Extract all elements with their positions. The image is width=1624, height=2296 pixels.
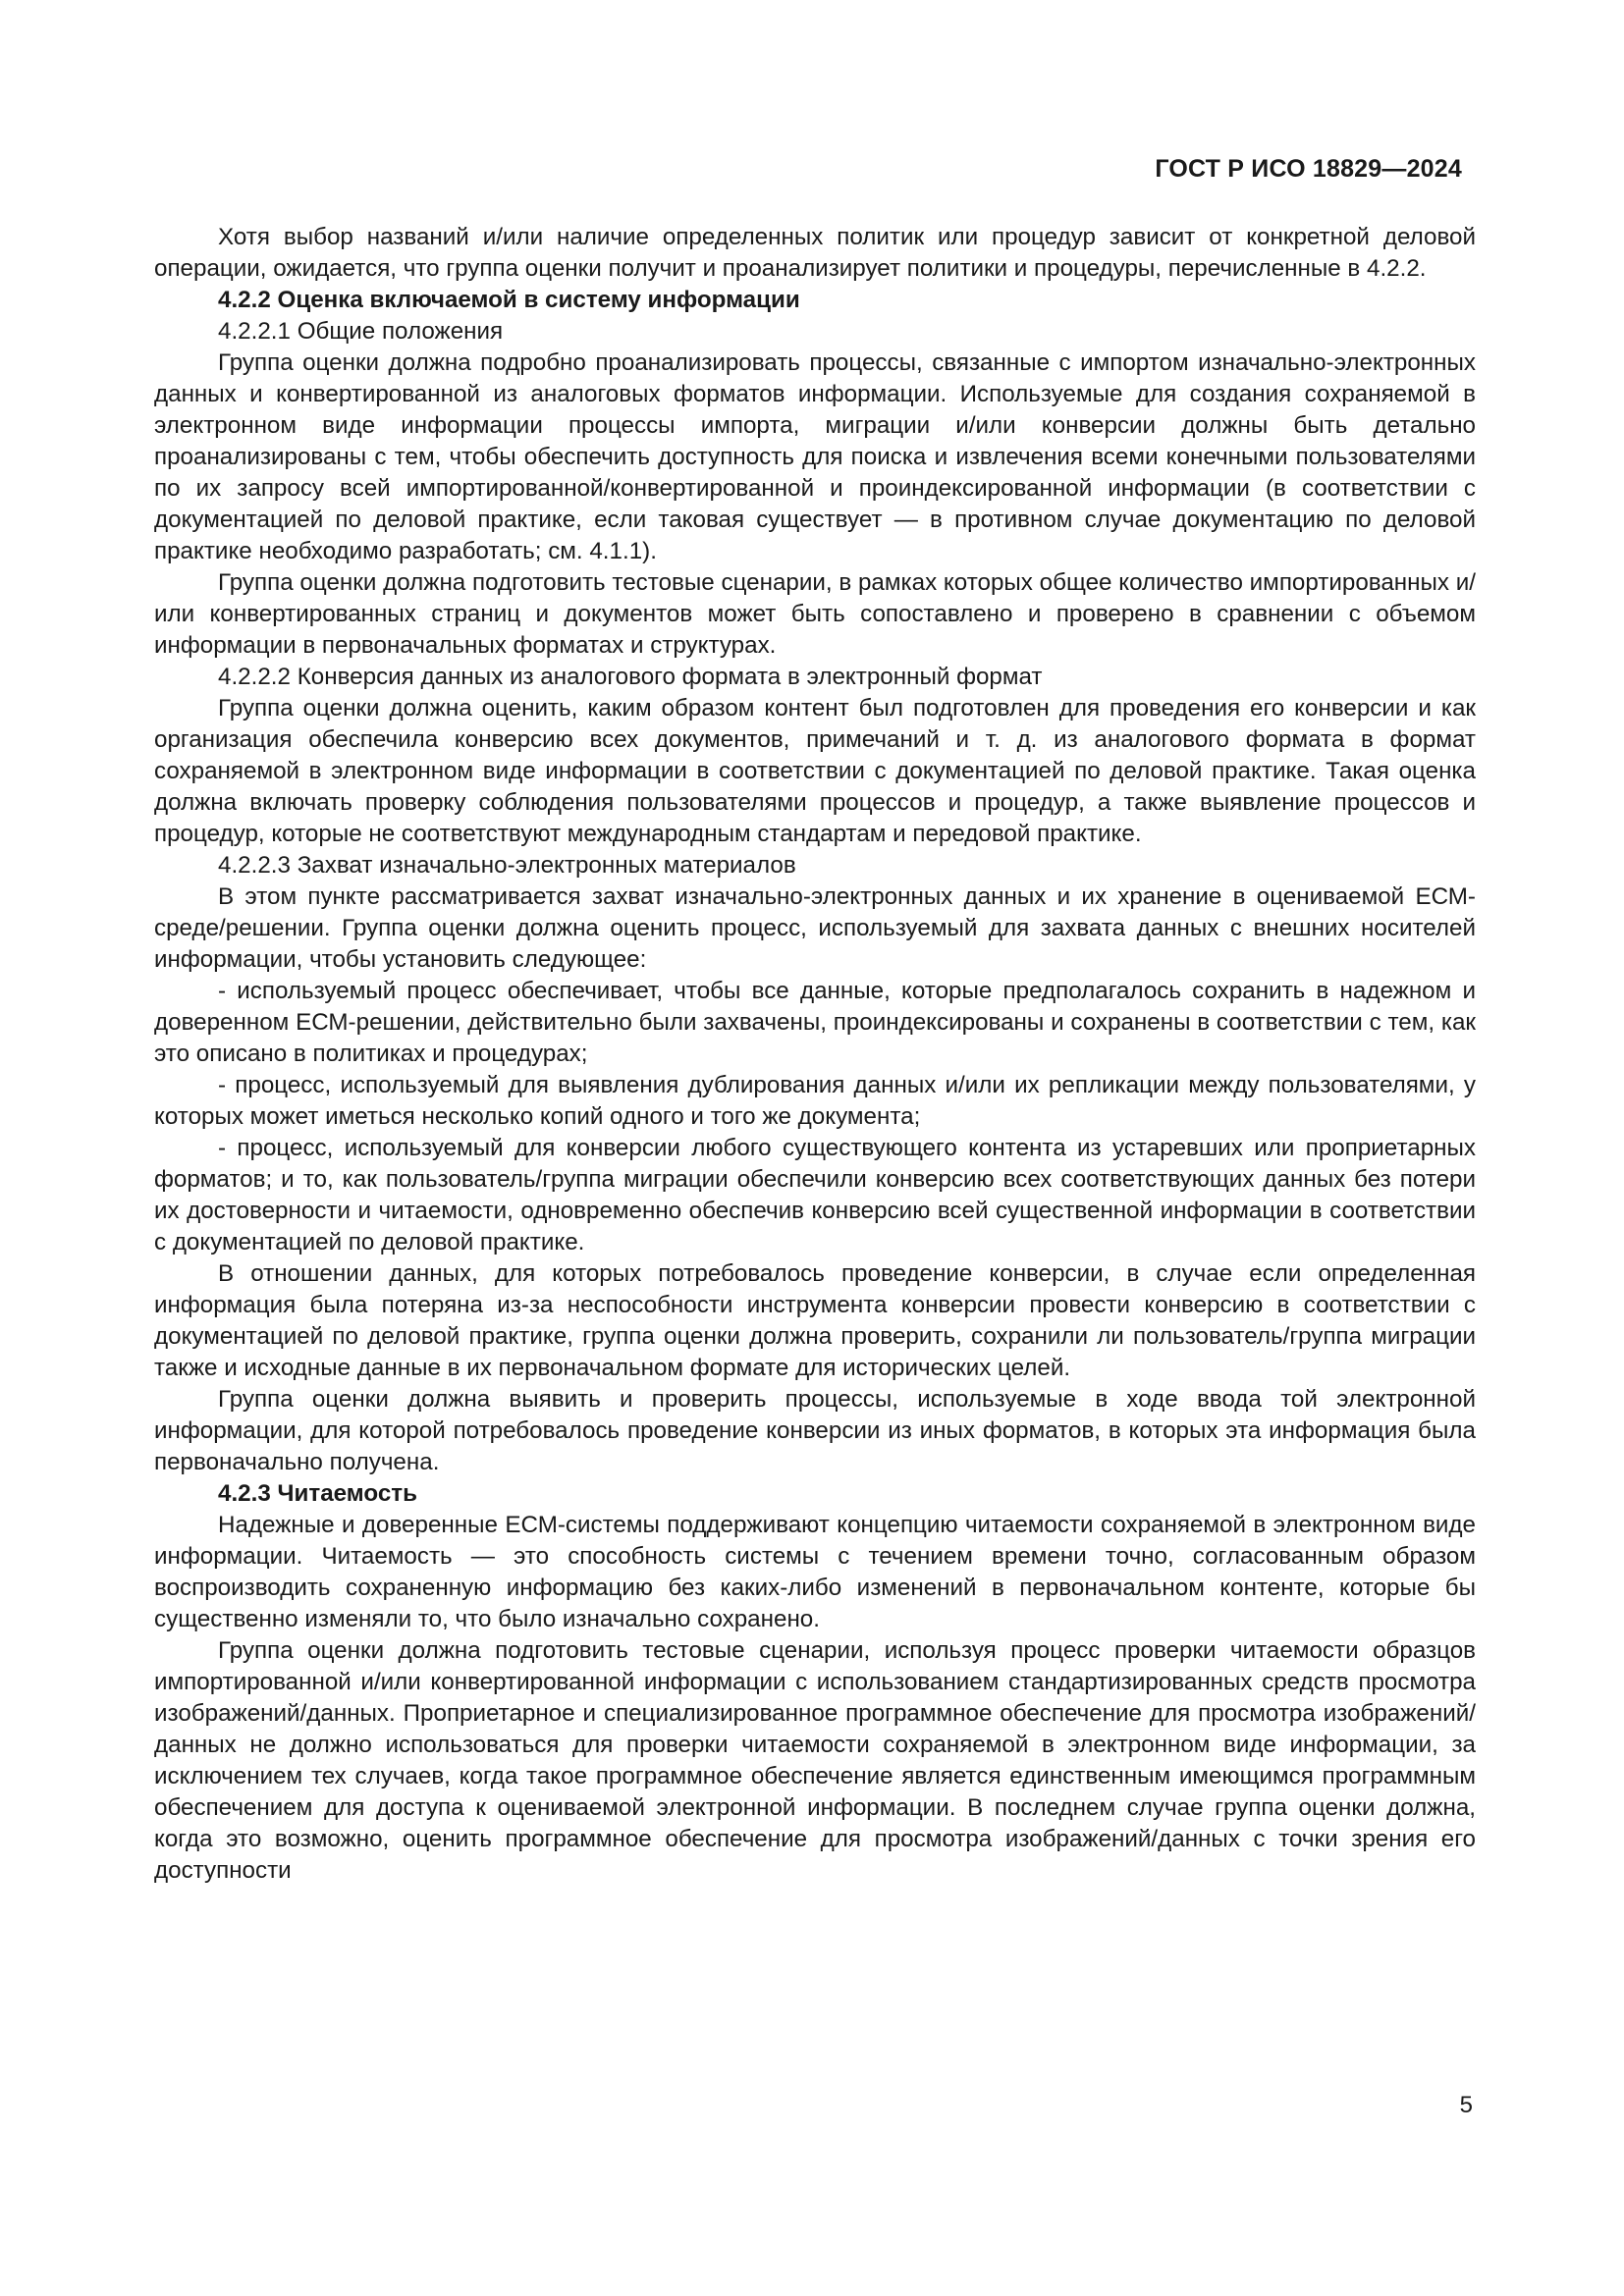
paragraph-conversion: В отношении данных, для которых потребовалось проведение конверсии, в случае если определенная информация была потеряна из-за неспособности инструмента конверсии провести конверсию в соответствии с документацией по деловой практике, группа оценки должна проверить, сохранили ли пользователь/группа миграции также и исходные данные в их первоначальном формате для исторических целей. — [154, 1260, 1476, 1381]
document-body — [154, 222, 1476, 1887]
section-heading-4-2-3: 4.2.3 Читаемость — [218, 1480, 418, 1507]
list-item-3: - процесс, используемый для конверсии любого существующего контента из устаревших или проприетарных форматов; и то, как пользователь/группа миграции обеспечили конверсию всех соответствующих данных без потери их достоверности и читаемости, одновременно обеспечив конверсию всей существенной информации в соответствии с документацией по деловой практике. — [154, 1135, 1476, 1255]
paragraph-4-2-2-1-b: Группа оценки должна подготовить тестовые сценарии, в рамках которых общее количество импортированных и/или конвертированных страниц и документов может быть сопоставлено и проверено в сравнении с объемом информации в первоначальных форматах и структурах. — [154, 569, 1476, 659]
page-number: 5 — [1459, 2092, 1473, 2118]
list-item-1: - используемый процесс обеспечивает, чтобы все данные, которые предполагалось сохранить в надежном и доверенном ЕСМ-решении, действительно были захвачены, проиндексированы и сохранены в соответствии с тем, как это описано в политиках и процедурах; — [154, 978, 1476, 1067]
paragraph-intro: Хотя выбор названий и/или наличие определенных политик или процедур зависит от конкретной деловой операции, ожидается, что группа оценки получит и проанализирует политики и процедуры, перечисленные в 4.2.2. — [154, 224, 1476, 282]
paragraph-identify: Группа оценки должна выявить и проверить процессы, используемые в ходе ввода той электронной информации, для которой потребовалось проведение конверсии из иных форматов, в которых эта информация была первоначально получена. — [154, 1386, 1476, 1475]
subsection-heading-4-2-2-2: 4.2.2.2 Конверсия данных из аналогового формата в электронный формат — [218, 664, 1043, 690]
section-heading-4-2-2: 4.2.2 Оценка включаемой в систему информации — [218, 287, 800, 313]
paragraph-4-2-2-2: Группа оценки должна оценить, каким образом контент был подготовлен для проведения его конверсии и как организация обеспечила конверсию всех документов, примечаний и т. д. из аналогового формата в формат сохраняемой в электронном виде информации в соответствии с документацией по деловой практике. Такая оценка должна включать проверку соблюдения пользователями процессов и процедур, а также выявление процессов и процедур, которые не соответствуют международным стандартам и передовой практике. — [154, 695, 1476, 847]
standard-id-header: ГОСТ Р ИСО 18829—2024 — [1155, 155, 1462, 183]
paragraph-4-2-3-b: Группа оценки должна подготовить тестовые сценарии, используя процесс проверки читаемости образцов импортированной и/или конвертированной информации с использованием стандартизированных средств просмотра изображений/данных. Проприетарное и специализированное программное обеспечение для просмотра изображений/данных не должно использоваться для проверки читаемости сохраняемой в электронном виде информации, за исключением тех случаев, когда такое программное обеспечение является единственным имеющимся программным обеспечением для доступа к оцениваемой электронной информации. В последнем случае группа оценки должна, когда это возможно, оценить программное обеспечение для просмотра изображений/данных с точки зрения его доступности — [154, 1637, 1476, 1884]
subsection-heading-4-2-2-3: 4.2.2.3 Захват изначально-электронных материалов — [218, 852, 796, 879]
paragraph-4-2-3-a: Надежные и доверенные ЕСМ-системы поддерживают концепцию читаемости сохраняемой в электронном виде информации. Читаемость — это способность системы с течением времени точно, согласованным образом воспроизводить сохраненную информацию без каких-либо изменений в первоначальном контенте, которые бы существенно изменяли то, что было изначально сохранено. — [154, 1512, 1476, 1632]
paragraph-4-2-2-3: В этом пункте рассматривается захват изначально-электронных данных и их хранение в оцениваемой ЕСМ-среде/решении. Группа оценки должна оценить процесс, используемый для захвата данных с внешних носителей информации, чтобы установить следующее: — [154, 883, 1476, 973]
paragraph-4-2-2-1-a: Группа оценки должна подробно проанализировать процессы, связанные с импортом изначально-электронных данных и конвертированной из аналоговых форматов информации. Используемые для создания сохраняемой в электронном виде информации процессы импорта, миграции и/или конверсии должны быть детально проанализированы с тем, чтобы обеспечить доступность для поиска и извлечения всеми конечными пользователями по их запросу всей импортированной/конвертированной и проиндексированной информации (в соответствии с документацией по деловой практике, если таковая существует — в противном случае документацию по деловой практике необходимо разработать; см. 4.1.1). — [154, 349, 1476, 564]
subsection-heading-4-2-2-1: 4.2.2.1 Общие положения — [218, 318, 504, 345]
list-item-2: - процесс, используемый для выявления дублирования данных и/или их репликации между пользователями, у которых может иметься несколько копий одного и того же документа; — [154, 1072, 1476, 1130]
